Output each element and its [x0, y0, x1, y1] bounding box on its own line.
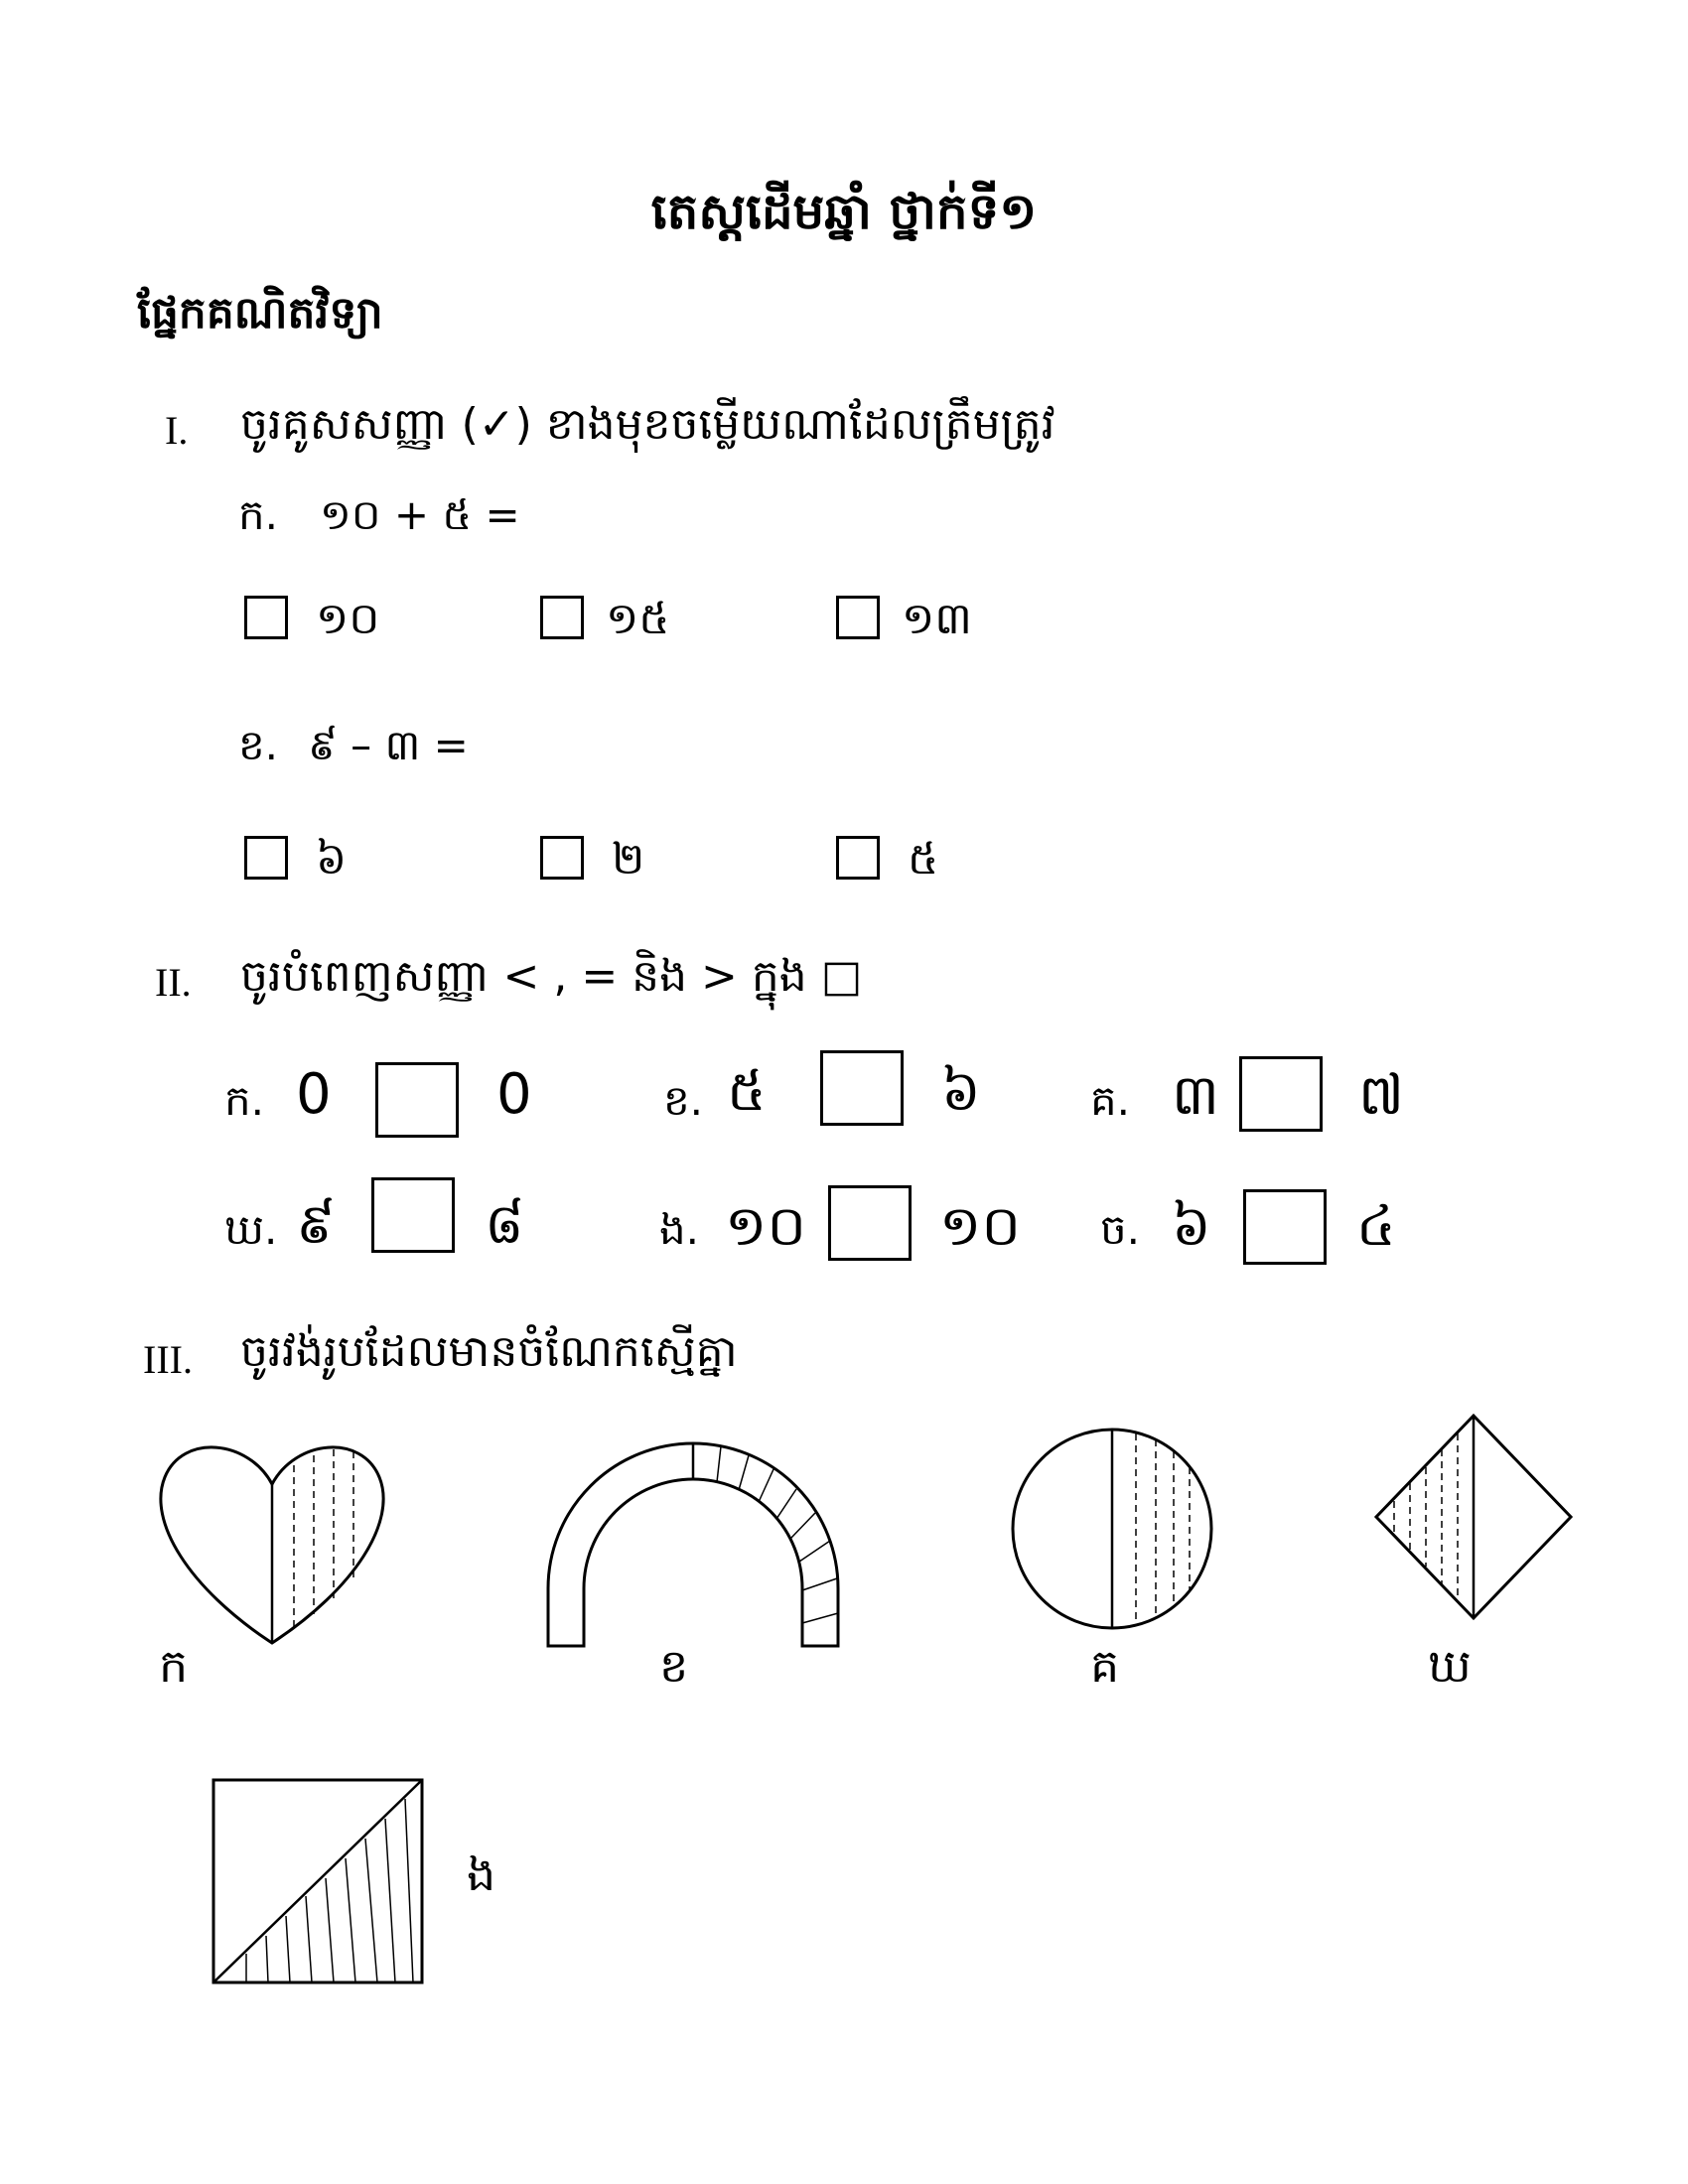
answer-option-1b-3: ៥ [908, 834, 939, 885]
answer-option-1a-2: ១៥ [606, 594, 670, 644]
section-2-instruction: ចូរបំពេញសញ្ញា < , = និង > ក្នុង □ [240, 951, 863, 1002]
compare-a-left: 0 [296, 1062, 332, 1127]
diamond-shape-icon[interactable] [1370, 1412, 1579, 1630]
answer-checkbox-1b-1[interactable] [244, 836, 288, 880]
compare-b-left: ៥ [727, 1059, 767, 1124]
compare-f-left: ៦ [1172, 1194, 1211, 1259]
square-shape-icon[interactable] [211, 1777, 425, 1985]
compare-e-box[interactable] [828, 1185, 912, 1261]
compare-c-box[interactable] [1239, 1056, 1323, 1132]
compare-d-right: ៨ [485, 1192, 524, 1257]
shape-label-a: ក [159, 1639, 189, 1693]
answer-option-1b-1: ៦ [316, 834, 348, 885]
shape-label-e: ង [467, 1847, 496, 1901]
section-2-number: II. [155, 960, 192, 1005]
answer-option-1a-1: ១០ [316, 594, 380, 644]
compare-e-label: ង. [659, 1205, 700, 1254]
shape-label-b: ខ [659, 1639, 689, 1693]
answer-option-1b-2: ២ [612, 834, 645, 885]
heart-shape-icon[interactable] [149, 1430, 397, 1668]
compare-d-box[interactable] [371, 1177, 455, 1253]
compare-d-left: ៩ [296, 1192, 336, 1257]
answer-option-1a-3: ១៣ [902, 594, 972, 644]
answer-checkbox-1b-3[interactable] [836, 836, 880, 880]
compare-a-label: ក. [224, 1076, 265, 1125]
circle-shape-icon[interactable] [1009, 1426, 1217, 1634]
section-3-number: III. [143, 1337, 193, 1382]
answer-checkbox-1b-2[interactable] [540, 836, 584, 880]
section-3-instruction: ចូរវង់រូបដែលមានចំណែកស្មើគ្នា [240, 1326, 738, 1377]
compare-c-right: ៧ [1358, 1063, 1404, 1128]
question-1b-label: ខ. [238, 721, 279, 769]
compare-a-box[interactable] [375, 1062, 459, 1138]
question-1a-expression: ១០ + ៥ = [320, 490, 520, 539]
answer-checkbox-1a-2[interactable] [540, 596, 584, 639]
compare-c-label: គ. [1090, 1076, 1131, 1125]
compare-b-label: ខ. [663, 1076, 704, 1125]
section-1-number: I. [165, 408, 189, 453]
answer-checkbox-1a-1[interactable] [244, 596, 288, 639]
compare-b-box[interactable] [820, 1050, 904, 1126]
arch-shape-icon[interactable] [542, 1430, 850, 1658]
compare-c-left: ៣ [1172, 1063, 1219, 1128]
compare-d-label: ឃ. [224, 1205, 278, 1254]
shape-label-c: គ [1090, 1639, 1120, 1693]
question-1a-label: ក. [238, 490, 279, 539]
question-1b-expression: ៩ – ៣ = [308, 721, 469, 769]
compare-f-box[interactable] [1243, 1189, 1327, 1265]
compare-b-right: ៦ [941, 1059, 981, 1124]
compare-a-right: 0 [496, 1062, 532, 1127]
shape-label-d: ឃ [1428, 1639, 1472, 1693]
page-title: តេស្តដើមឆ្នាំ ថ្នាក់ទី១ [650, 183, 1038, 240]
compare-e-left: ១០ [725, 1194, 807, 1259]
compare-f-label: ច. [1100, 1205, 1141, 1254]
section-1-instruction: ចូរគូសសញ្ញា (✓) ខាងមុខចម្លើយណាដែលត្រឹមត្រូវ [240, 399, 1055, 450]
compare-f-right: ៤ [1356, 1194, 1396, 1259]
compare-e-right: ១០ [939, 1194, 1022, 1259]
subject-heading: ផ្នែកគណិតវិទ្យា [137, 288, 383, 339]
answer-checkbox-1a-3[interactable] [836, 596, 880, 639]
